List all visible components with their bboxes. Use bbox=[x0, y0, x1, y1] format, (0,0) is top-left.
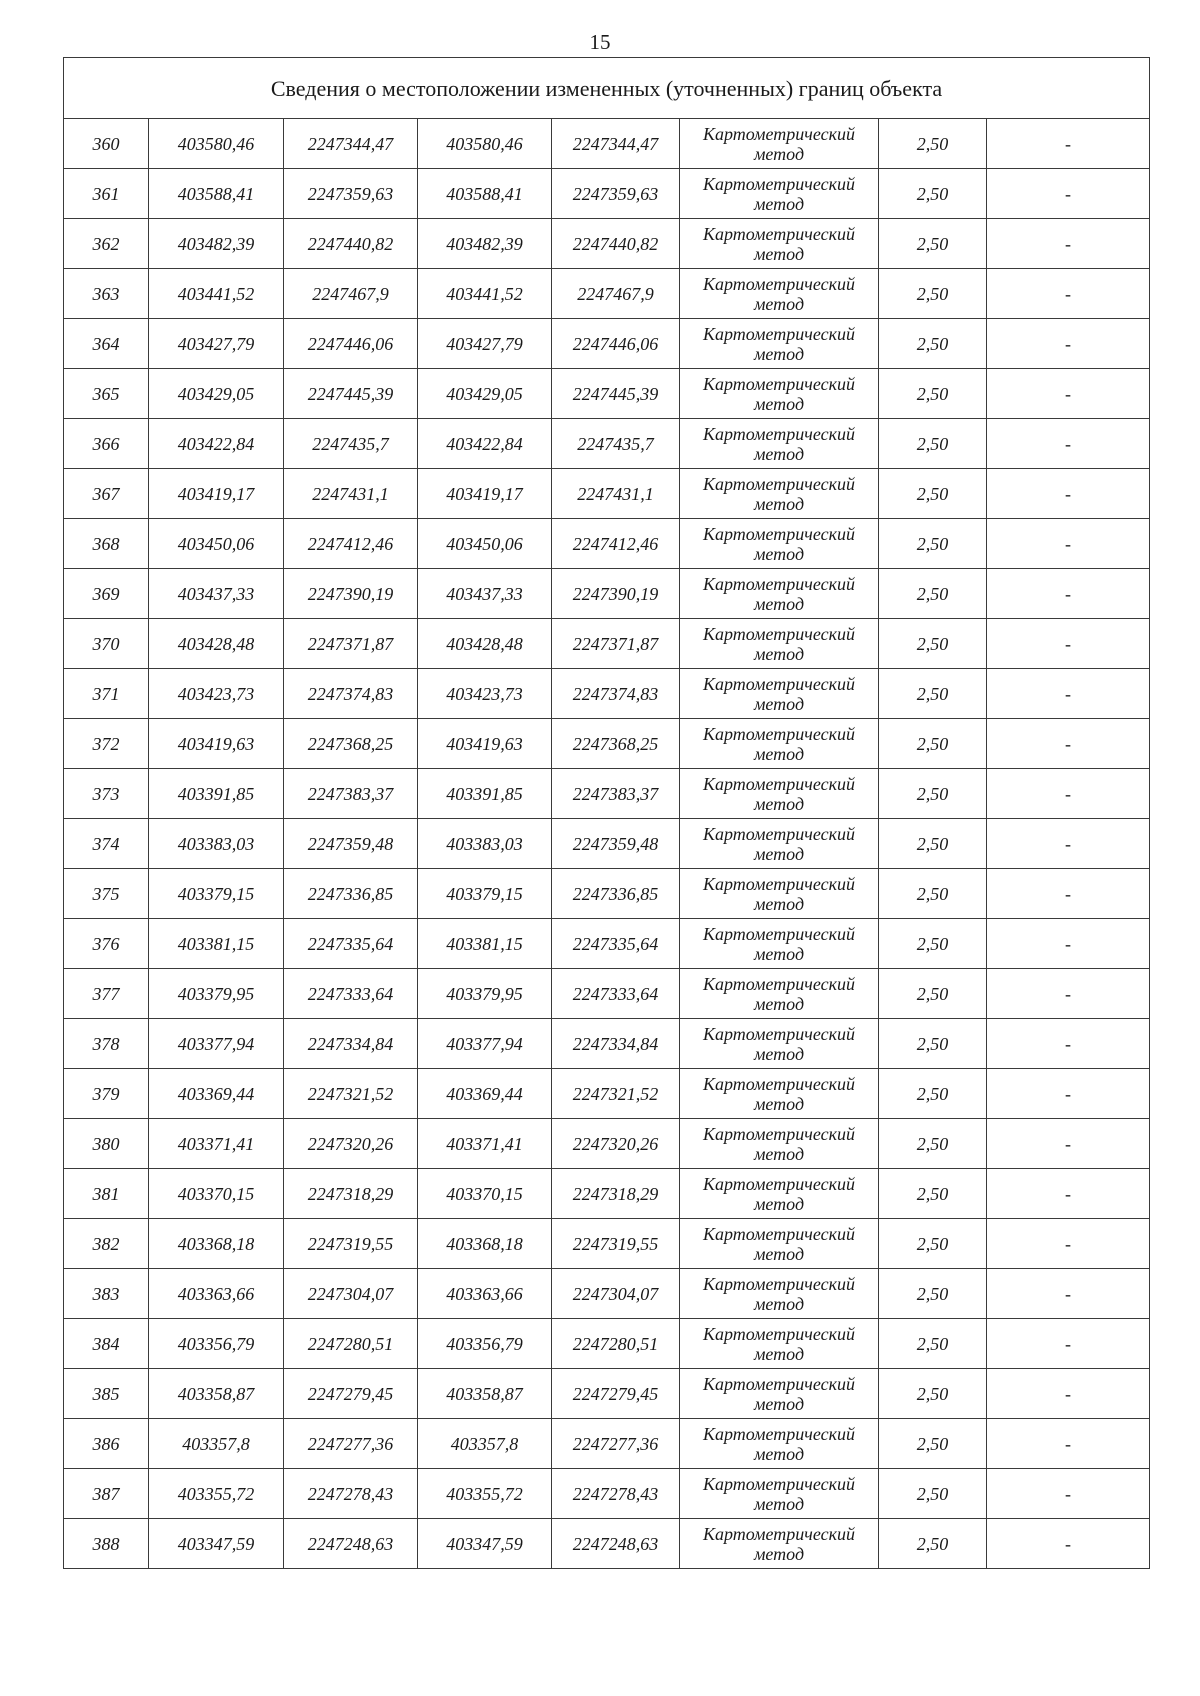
y-refined-cell: 2247412,46 bbox=[552, 519, 680, 569]
determination-method-cell: Картометрический метод bbox=[680, 619, 879, 669]
determination-method-cell: Картометрический метод bbox=[680, 769, 879, 819]
accuracy-cell: 2,50 bbox=[879, 469, 987, 519]
table-row bbox=[64, 619, 1150, 669]
accuracy-cell: 2,50 bbox=[879, 319, 987, 369]
x-refined-cell: 403450,06 bbox=[418, 519, 552, 569]
determination-method-cell: Картометрический метод bbox=[680, 1369, 879, 1419]
y-refined-cell: 2247319,55 bbox=[552, 1219, 680, 1269]
table-row bbox=[64, 1269, 1150, 1319]
point-description-cell: - bbox=[987, 669, 1150, 719]
page-number: 15 bbox=[589, 30, 611, 54]
point-number-cell: 375 bbox=[64, 869, 149, 919]
x-refined-cell: 403347,59 bbox=[418, 1519, 552, 1569]
accuracy-cell: 2,50 bbox=[879, 1019, 987, 1069]
table-row bbox=[64, 369, 1150, 419]
point-description-cell: - bbox=[987, 969, 1150, 1019]
table-row bbox=[64, 1369, 1150, 1419]
y-existing-cell: 2247334,84 bbox=[284, 1019, 418, 1069]
point-description-cell: - bbox=[987, 1169, 1150, 1219]
accuracy-cell: 2,50 bbox=[879, 669, 987, 719]
x-refined-cell: 403422,84 bbox=[418, 419, 552, 469]
accuracy-cell: 2,50 bbox=[879, 1269, 987, 1319]
y-refined-cell: 2247344,47 bbox=[552, 119, 680, 169]
table-row bbox=[64, 169, 1150, 219]
accuracy-cell: 2,50 bbox=[879, 869, 987, 919]
point-description-cell: - bbox=[987, 1219, 1150, 1269]
point-description-cell: - bbox=[987, 769, 1150, 819]
y-refined-cell: 2247374,83 bbox=[552, 669, 680, 719]
point-description-cell: - bbox=[987, 569, 1150, 619]
y-refined-cell: 2247334,84 bbox=[552, 1019, 680, 1069]
x-existing-cell: 403383,03 bbox=[149, 819, 284, 869]
accuracy-cell: 2,50 bbox=[879, 1369, 987, 1419]
table-title-row bbox=[64, 58, 1150, 119]
table-row bbox=[64, 519, 1150, 569]
point-number-cell: 367 bbox=[64, 469, 149, 519]
x-existing-cell: 403450,06 bbox=[149, 519, 284, 569]
point-number-cell: 387 bbox=[64, 1469, 149, 1519]
determination-method-cell: Картометрический метод bbox=[680, 1469, 879, 1519]
x-existing-cell: 403419,63 bbox=[149, 719, 284, 769]
x-existing-cell: 403369,44 bbox=[149, 1069, 284, 1119]
y-refined-cell: 2247368,25 bbox=[552, 719, 680, 769]
accuracy-cell: 2,50 bbox=[879, 119, 987, 169]
x-existing-cell: 403377,94 bbox=[149, 1019, 284, 1069]
x-refined-cell: 403356,79 bbox=[418, 1319, 552, 1369]
point-description-cell: - bbox=[987, 519, 1150, 569]
y-refined-cell: 2247359,63 bbox=[552, 169, 680, 219]
accuracy-cell: 2,50 bbox=[879, 219, 987, 269]
x-refined-cell: 403358,87 bbox=[418, 1369, 552, 1419]
point-number-cell: 371 bbox=[64, 669, 149, 719]
x-refined-cell: 403368,18 bbox=[418, 1219, 552, 1269]
table-row bbox=[64, 269, 1150, 319]
y-existing-cell: 2247435,7 bbox=[284, 419, 418, 469]
table-row bbox=[64, 219, 1150, 269]
accuracy-cell: 2,50 bbox=[879, 769, 987, 819]
y-existing-cell: 2247440,82 bbox=[284, 219, 418, 269]
accuracy-cell: 2,50 bbox=[879, 1219, 987, 1269]
y-existing-cell: 2247383,37 bbox=[284, 769, 418, 819]
x-refined-cell: 403580,46 bbox=[418, 119, 552, 169]
accuracy-cell: 2,50 bbox=[879, 419, 987, 469]
table-row bbox=[64, 669, 1150, 719]
point-number-cell: 377 bbox=[64, 969, 149, 1019]
x-refined-cell: 403428,48 bbox=[418, 619, 552, 669]
x-existing-cell: 403419,17 bbox=[149, 469, 284, 519]
determination-method-cell: Картометрический метод bbox=[680, 219, 879, 269]
table-row bbox=[64, 1219, 1150, 1269]
y-refined-cell: 2247321,52 bbox=[552, 1069, 680, 1119]
accuracy-cell: 2,50 bbox=[879, 519, 987, 569]
determination-method-cell: Картометрический метод bbox=[680, 719, 879, 769]
table-row bbox=[64, 469, 1150, 519]
y-refined-cell: 2247333,64 bbox=[552, 969, 680, 1019]
accuracy-cell: 2,50 bbox=[879, 569, 987, 619]
x-refined-cell: 403377,94 bbox=[418, 1019, 552, 1069]
point-number-cell: 388 bbox=[64, 1519, 149, 1569]
y-refined-cell: 2247304,07 bbox=[552, 1269, 680, 1319]
determination-method-cell: Картометрический метод bbox=[680, 1169, 879, 1219]
accuracy-cell: 2,50 bbox=[879, 1069, 987, 1119]
x-existing-cell: 403357,8 bbox=[149, 1419, 284, 1469]
accuracy-cell: 2,50 bbox=[879, 1419, 987, 1469]
point-number-cell: 361 bbox=[64, 169, 149, 219]
x-refined-cell: 403379,15 bbox=[418, 869, 552, 919]
point-description-cell: - bbox=[987, 1519, 1150, 1569]
x-refined-cell: 403423,73 bbox=[418, 669, 552, 719]
table-row bbox=[64, 119, 1150, 169]
y-refined-cell: 2247277,36 bbox=[552, 1419, 680, 1469]
y-existing-cell: 2247368,25 bbox=[284, 719, 418, 769]
x-existing-cell: 403429,05 bbox=[149, 369, 284, 419]
table-row bbox=[64, 1319, 1150, 1369]
x-existing-cell: 403371,41 bbox=[149, 1119, 284, 1169]
y-existing-cell: 2247280,51 bbox=[284, 1319, 418, 1369]
point-number-cell: 374 bbox=[64, 819, 149, 869]
point-number-cell: 362 bbox=[64, 219, 149, 269]
x-existing-cell: 403379,15 bbox=[149, 869, 284, 919]
y-existing-cell: 2247279,45 bbox=[284, 1369, 418, 1419]
x-existing-cell: 403423,73 bbox=[149, 669, 284, 719]
point-number-cell: 370 bbox=[64, 619, 149, 669]
determination-method-cell: Картометрический метод bbox=[680, 819, 879, 869]
y-refined-cell: 2247390,19 bbox=[552, 569, 680, 619]
y-existing-cell: 2247412,46 bbox=[284, 519, 418, 569]
point-description-cell: - bbox=[987, 619, 1150, 669]
point-number-cell: 379 bbox=[64, 1069, 149, 1119]
accuracy-cell: 2,50 bbox=[879, 1469, 987, 1519]
accuracy-cell: 2,50 bbox=[879, 719, 987, 769]
y-existing-cell: 2247431,1 bbox=[284, 469, 418, 519]
table-title: Сведения о местоположении измененных (уточненных) границ объекта bbox=[64, 58, 1150, 119]
point-description-cell: - bbox=[987, 719, 1150, 769]
point-number-cell: 369 bbox=[64, 569, 149, 619]
y-refined-cell: 2247440,82 bbox=[552, 219, 680, 269]
y-refined-cell: 2247318,29 bbox=[552, 1169, 680, 1219]
boundary-coordinates-table bbox=[63, 57, 1150, 1569]
table-row bbox=[64, 1469, 1150, 1519]
y-existing-cell: 2247390,19 bbox=[284, 569, 418, 619]
table-row bbox=[64, 419, 1150, 469]
accuracy-cell: 2,50 bbox=[879, 369, 987, 419]
determination-method-cell: Картометрический метод bbox=[680, 919, 879, 969]
table-row bbox=[64, 569, 1150, 619]
determination-method-cell: Картометрический метод bbox=[680, 319, 879, 369]
point-number-cell: 364 bbox=[64, 319, 149, 369]
x-existing-cell: 403437,33 bbox=[149, 569, 284, 619]
table-row bbox=[64, 869, 1150, 919]
y-existing-cell: 2247277,36 bbox=[284, 1419, 418, 1469]
point-number-cell: 360 bbox=[64, 119, 149, 169]
point-description-cell: - bbox=[987, 1369, 1150, 1419]
x-refined-cell: 403391,85 bbox=[418, 769, 552, 819]
table-row bbox=[64, 1019, 1150, 1069]
y-existing-cell: 2247371,87 bbox=[284, 619, 418, 669]
x-existing-cell: 403363,66 bbox=[149, 1269, 284, 1319]
point-description-cell: - bbox=[987, 369, 1150, 419]
accuracy-cell: 2,50 bbox=[879, 169, 987, 219]
point-number-cell: 376 bbox=[64, 919, 149, 969]
y-existing-cell: 2247278,43 bbox=[284, 1469, 418, 1519]
point-description-cell: - bbox=[987, 819, 1150, 869]
x-refined-cell: 403588,41 bbox=[418, 169, 552, 219]
y-refined-cell: 2247335,64 bbox=[552, 919, 680, 969]
x-existing-cell: 403370,15 bbox=[149, 1169, 284, 1219]
x-refined-cell: 403383,03 bbox=[418, 819, 552, 869]
y-existing-cell: 2247319,55 bbox=[284, 1219, 418, 1269]
x-existing-cell: 403368,18 bbox=[149, 1219, 284, 1269]
y-existing-cell: 2247359,63 bbox=[284, 169, 418, 219]
point-description-cell: - bbox=[987, 219, 1150, 269]
y-existing-cell: 2247336,85 bbox=[284, 869, 418, 919]
point-number-cell: 383 bbox=[64, 1269, 149, 1319]
x-refined-cell: 403441,52 bbox=[418, 269, 552, 319]
y-existing-cell: 2247318,29 bbox=[284, 1169, 418, 1219]
x-existing-cell: 403422,84 bbox=[149, 419, 284, 469]
table-row bbox=[64, 919, 1150, 969]
determination-method-cell: Картометрический метод bbox=[680, 1419, 879, 1469]
point-number-cell: 381 bbox=[64, 1169, 149, 1219]
determination-method-cell: Картометрический метод bbox=[680, 1519, 879, 1569]
x-existing-cell: 403379,95 bbox=[149, 969, 284, 1019]
x-refined-cell: 403357,8 bbox=[418, 1419, 552, 1469]
x-refined-cell: 403355,72 bbox=[418, 1469, 552, 1519]
determination-method-cell: Картометрический метод bbox=[680, 519, 879, 569]
determination-method-cell: Картометрический метод bbox=[680, 369, 879, 419]
y-refined-cell: 2247431,1 bbox=[552, 469, 680, 519]
table-row bbox=[64, 1169, 1150, 1219]
point-number-cell: 368 bbox=[64, 519, 149, 569]
y-refined-cell: 2247280,51 bbox=[552, 1319, 680, 1369]
y-existing-cell: 2247333,64 bbox=[284, 969, 418, 1019]
x-existing-cell: 403355,72 bbox=[149, 1469, 284, 1519]
y-refined-cell: 2247446,06 bbox=[552, 319, 680, 369]
determination-method-cell: Картометрический метод bbox=[680, 419, 879, 469]
determination-method-cell: Картометрический метод bbox=[680, 1019, 879, 1069]
table-row bbox=[64, 819, 1150, 869]
x-refined-cell: 403427,79 bbox=[418, 319, 552, 369]
y-existing-cell: 2247446,06 bbox=[284, 319, 418, 369]
point-description-cell: - bbox=[987, 1019, 1150, 1069]
table-row bbox=[64, 1069, 1150, 1119]
y-refined-cell: 2247279,45 bbox=[552, 1369, 680, 1419]
determination-method-cell: Картометрический метод bbox=[680, 1119, 879, 1169]
x-existing-cell: 403482,39 bbox=[149, 219, 284, 269]
y-refined-cell: 2247359,48 bbox=[552, 819, 680, 869]
x-refined-cell: 403371,41 bbox=[418, 1119, 552, 1169]
x-refined-cell: 403369,44 bbox=[418, 1069, 552, 1119]
point-number-cell: 385 bbox=[64, 1369, 149, 1419]
y-refined-cell: 2247383,37 bbox=[552, 769, 680, 819]
determination-method-cell: Картометрический метод bbox=[680, 1069, 879, 1119]
point-description-cell: - bbox=[987, 1319, 1150, 1369]
y-existing-cell: 2247344,47 bbox=[284, 119, 418, 169]
point-number-cell: 372 bbox=[64, 719, 149, 769]
point-number-cell: 378 bbox=[64, 1019, 149, 1069]
table-row bbox=[64, 1419, 1150, 1469]
accuracy-cell: 2,50 bbox=[879, 969, 987, 1019]
y-existing-cell: 2247248,63 bbox=[284, 1519, 418, 1569]
y-existing-cell: 2247445,39 bbox=[284, 369, 418, 419]
accuracy-cell: 2,50 bbox=[879, 269, 987, 319]
point-description-cell: - bbox=[987, 1069, 1150, 1119]
accuracy-cell: 2,50 bbox=[879, 1169, 987, 1219]
point-number-cell: 365 bbox=[64, 369, 149, 419]
y-refined-cell: 2247248,63 bbox=[552, 1519, 680, 1569]
point-description-cell: - bbox=[987, 469, 1150, 519]
x-existing-cell: 403441,52 bbox=[149, 269, 284, 319]
table-row bbox=[64, 1519, 1150, 1569]
point-number-cell: 384 bbox=[64, 1319, 149, 1369]
determination-method-cell: Картометрический метод bbox=[680, 1269, 879, 1319]
accuracy-cell: 2,50 bbox=[879, 1319, 987, 1369]
table-row bbox=[64, 319, 1150, 369]
x-existing-cell: 403356,79 bbox=[149, 1319, 284, 1369]
point-description-cell: - bbox=[987, 869, 1150, 919]
x-refined-cell: 403437,33 bbox=[418, 569, 552, 619]
point-number-cell: 363 bbox=[64, 269, 149, 319]
x-existing-cell: 403391,85 bbox=[149, 769, 284, 819]
determination-method-cell: Картометрический метод bbox=[680, 119, 879, 169]
determination-method-cell: Картометрический метод bbox=[680, 269, 879, 319]
table-row bbox=[64, 969, 1150, 1019]
point-description-cell: - bbox=[987, 1469, 1150, 1519]
x-existing-cell: 403427,79 bbox=[149, 319, 284, 369]
x-existing-cell: 403347,59 bbox=[149, 1519, 284, 1569]
y-refined-cell: 2247278,43 bbox=[552, 1469, 680, 1519]
accuracy-cell: 2,50 bbox=[879, 619, 987, 669]
point-number-cell: 373 bbox=[64, 769, 149, 819]
point-number-cell: 382 bbox=[64, 1219, 149, 1269]
x-existing-cell: 403428,48 bbox=[149, 619, 284, 669]
x-refined-cell: 403381,15 bbox=[418, 919, 552, 969]
y-existing-cell: 2247359,48 bbox=[284, 819, 418, 869]
table-row bbox=[64, 1119, 1150, 1169]
x-existing-cell: 403381,15 bbox=[149, 919, 284, 969]
y-existing-cell: 2247374,83 bbox=[284, 669, 418, 719]
point-description-cell: - bbox=[987, 119, 1150, 169]
y-existing-cell: 2247320,26 bbox=[284, 1119, 418, 1169]
point-description-cell: - bbox=[987, 319, 1150, 369]
table-row bbox=[64, 769, 1150, 819]
determination-method-cell: Картометрический метод bbox=[680, 1319, 879, 1369]
y-refined-cell: 2247467,9 bbox=[552, 269, 680, 319]
x-refined-cell: 403429,05 bbox=[418, 369, 552, 419]
point-description-cell: - bbox=[987, 169, 1150, 219]
y-refined-cell: 2247336,85 bbox=[552, 869, 680, 919]
point-description-cell: - bbox=[987, 1269, 1150, 1319]
accuracy-cell: 2,50 bbox=[879, 819, 987, 869]
x-refined-cell: 403370,15 bbox=[418, 1169, 552, 1219]
point-description-cell: - bbox=[987, 1119, 1150, 1169]
determination-method-cell: Картометрический метод bbox=[680, 669, 879, 719]
y-existing-cell: 2247467,9 bbox=[284, 269, 418, 319]
determination-method-cell: Картометрический метод bbox=[680, 169, 879, 219]
accuracy-cell: 2,50 bbox=[879, 919, 987, 969]
table-row bbox=[64, 719, 1150, 769]
point-description-cell: - bbox=[987, 269, 1150, 319]
determination-method-cell: Картометрический метод bbox=[680, 569, 879, 619]
determination-method-cell: Картометрический метод bbox=[680, 969, 879, 1019]
point-description-cell: - bbox=[987, 419, 1150, 469]
x-refined-cell: 403419,17 bbox=[418, 469, 552, 519]
x-existing-cell: 403580,46 bbox=[149, 119, 284, 169]
determination-method-cell: Картометрический метод bbox=[680, 469, 879, 519]
x-refined-cell: 403419,63 bbox=[418, 719, 552, 769]
x-existing-cell: 403588,41 bbox=[149, 169, 284, 219]
x-existing-cell: 403358,87 bbox=[149, 1369, 284, 1419]
x-refined-cell: 403482,39 bbox=[418, 219, 552, 269]
x-refined-cell: 403363,66 bbox=[418, 1269, 552, 1319]
point-number-cell: 386 bbox=[64, 1419, 149, 1469]
y-refined-cell: 2247435,7 bbox=[552, 419, 680, 469]
y-refined-cell: 2247371,87 bbox=[552, 619, 680, 669]
accuracy-cell: 2,50 bbox=[879, 1519, 987, 1569]
x-refined-cell: 403379,95 bbox=[418, 969, 552, 1019]
y-existing-cell: 2247321,52 bbox=[284, 1069, 418, 1119]
accuracy-cell: 2,50 bbox=[879, 1119, 987, 1169]
y-existing-cell: 2247335,64 bbox=[284, 919, 418, 969]
determination-method-cell: Картометрический метод bbox=[680, 1219, 879, 1269]
y-existing-cell: 2247304,07 bbox=[284, 1269, 418, 1319]
y-refined-cell: 2247445,39 bbox=[552, 369, 680, 419]
point-number-cell: 380 bbox=[64, 1119, 149, 1169]
point-number-cell: 366 bbox=[64, 419, 149, 469]
y-refined-cell: 2247320,26 bbox=[552, 1119, 680, 1169]
point-description-cell: - bbox=[987, 919, 1150, 969]
point-description-cell: - bbox=[987, 1419, 1150, 1469]
determination-method-cell: Картометрический метод bbox=[680, 869, 879, 919]
